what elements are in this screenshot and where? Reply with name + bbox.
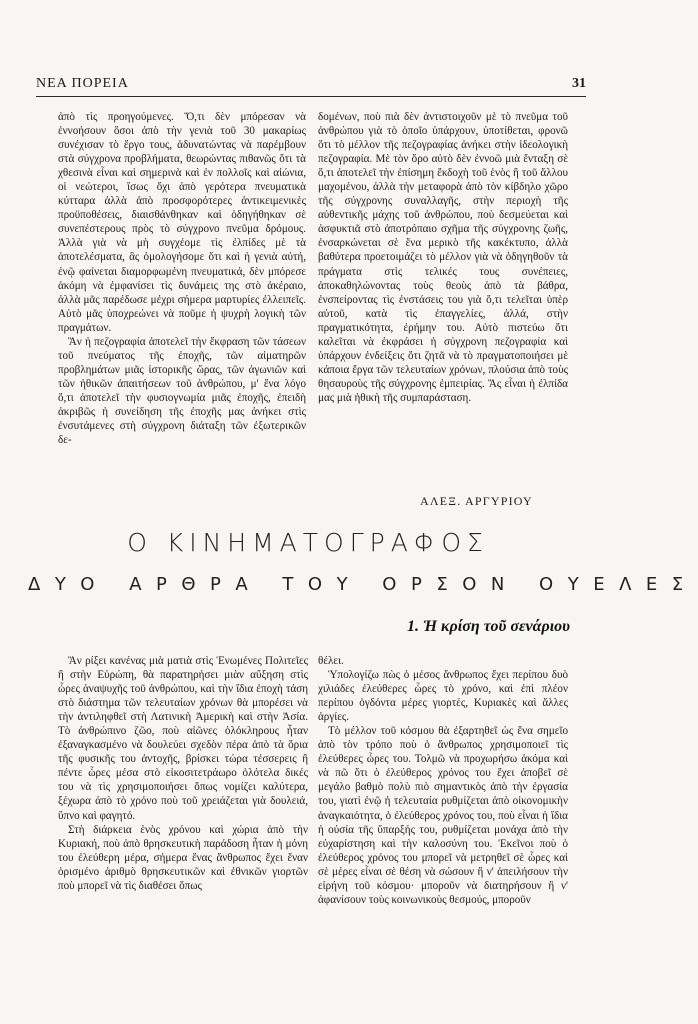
lower-right-column <box>318 654 568 907</box>
running-header <box>36 74 586 97</box>
upper-right-column <box>318 110 568 405</box>
lower-left-column <box>58 654 308 893</box>
section-subtitle: ΔΥΟ ΑΡΘΡΑ ΤΟΥ ΟΡΣΟΝ ΟΥΕΛΕΣ <box>28 574 698 595</box>
section-title: Ο ΚΙΝΗΜΑΤΟΓΡΑΦΟΣ <box>127 528 489 557</box>
paragraph: Ἂν ρίξει κανένας μιὰ ματιὰ στὶς Ἑνωμένες Πολιτεῖες ἢ στὴν Εὐρώπη, θὰ παρατηρήσει μιὰν αὔξηση στὶς ὧρες ἀναψυχῆς τοῦ ἀνθρώπου, καὶ τὴν ἴδια ἐποχὴ τάση στὸ διάστημα τῶν τελευταίων χρόνων θὰ μπορέσει νὰ τὴν ἀντιληφθεῖ στὴ Λατινικὴ Ἀμερικὴ καὶ στὴν Ἀσία. Τὸ ἀνθρώπινο ζῶο, ποὺ αἰῶνες ὁλόκληρους ἦταν ἐξαναγκασμένο νὰ δουλεύει σχεδὸν πέρα ἀπὸ τὰ ὅρια τῆς φυσικῆς του ἀντοχῆς, βρίσκει τώρα τέσσερεις ἢ πέντε ὧρες μέσα στὸ εἰκοσιτετράωρο ὁλότελα δικές του νὰ τὶς χρησιμοποιήσει ὅπως νομίζει καλύτερα, ξέχωρα ἀπὸ τὸ χρόνο ποὺ τοῦ χρειάζεται γιὰ δουλειά, ὕπνο καὶ φαγητό. <box>58 655 308 822</box>
paragraph: δομένων, ποὺ πιὰ δὲν ἀντιστοιχοῦν μὲ τὸ πνεῦμα τοῦ ἀνθρώπου γιὰ τὸ ὁποῖο ὑπάρχουν, ὑποτίθεται, φρονῶ ὅτι τὸ μέλλον τῆς πεζογραφίας ἀνήκει στὴν ἰδεολογικὴ πεζογραφία. Μὲ τὸν ὅρο αὐτὸ δὲν ἐννοῶ μιὰ ἔνταξη σὲ ὅ,τι ἀποτελεῖ τὴν ἐπίσημη ἔκδοχὴ τοῦ ἑνὸς ἢ τοῦ ἄλλου μαχομένου, ἀλλὰ τὴν μεταφορὰ ἀπὸ τὸν κίβδηλο χῶρο τῆς σύγχρονης συναλλαγῆς, στὴν περιοχὴ τῆς αὐθεντικῆς μάχης τοῦ ἀνθρώπου, ποὺ δεσμεύεται καὶ ἀσφυκτιᾶ στὸ ἀποτρόπαιο σχῆμα τῆς σύγχρονης ζωῆς, ἐνσαρκώνεται σὲ ἕνα μερικὸ τῆς κακέκτυπο, ἀλλὰ βαθύτερα προετοιμάζει τὸ μέλλον γιὰ νὰ ὁδηγηθοῦν τὰ πράγματα στὶς τελικές τους συνέπειες, ἀποκαθηλώνοντας τοὺς θεοὺς ἀπὸ τὰ βάθρα, ἐνσπείροντας τὶς ἐνστάσεις του γιὰ ὅ,τι τελεῖται ὑπὲρ αὐτοῦ, κατὰ τὶς ἐπαγγελίες, ἀλλά, στὴν πραγματικότητα, ἐρήμην του. Αὐτὸ πιστεύω ὅτι καλεῖται νὰ ἐκφράσει ἡ σύγχρονη πεζογραφία καὶ ὑπάρχουν ἐνδείξεις ὅτι ζητᾶ νὰ τὸ πραγματοποιήσει μὲ κάποια ἔργα τῶν τελευταίων χρόνων, πλούσια ἀπὸ τοὺς θησαυροὺς τῆς σύγχρονης ἐμπειρίας. Ἂς εἶναι ἡ ἐλπίδα μας μιὰ ἠθικὴ τῆς συμπαράσταση. <box>318 111 568 404</box>
page-number: 31 <box>572 76 586 91</box>
paragraph: Ὑπολογίζω πὼς ὁ μέσος ἄνθρωπος ἔχει περίπου δυὸ χιλιάδες ἐλεύθερες ὧρες τὸ χρόνο, καὶ ἐπὶ πλέον περίπου ὀγδόντα μέρες γιορτές, Κυριακὲς καὶ ἄλλες ἀργίες. <box>318 669 568 724</box>
paragraph: Ἂν ἡ πεζογραφία ἀποτελεῖ τὴν ἔκφραση τῶν τάσεων τοῦ πνεύματος τῆς ἐποχῆς, τῶν αἱματηρῶν προβλημάτων μιᾶς ἱστορικῆς ὥρας, τῶν ἀγωνιῶν καὶ τῶν ἠθικῶν ἀπαιτήσεων τοῦ ἀνθρώπου, μ' ἕνα λόγο ὅ,τι ἀποτελεῖ τὴν φυσιογνωμία μιᾶς ἐποχῆς, ἐπειδὴ ἀκριβῶς ἡ συνείδηση τῆς ἐποχῆς μας ἀνήκει στὶς ἐνσυτάμενες στὴ σύγχρονη διάταξη τῶν ἐξωτερικῶν δε- <box>58 335 306 447</box>
paragraph: Τὸ μέλλον τοῦ κόσμου θὰ ἐξαρτηθεῖ ὡς ἕνα σημεῖο ἀπὸ τὸν τρόπο ποὺ ὁ ἄνθρωπος χρησιμοποιεῖ τὶς ἐλεύθερες ὧρες του. Τολμῶ νὰ προχωρήσω ἀκόμα καὶ νὰ πῶ ὅτι ὁ ἐλεύθερος χρόνος του ἔχει ἀποβεῖ σὲ μεγάλο βαθμὸ πολὺ πιὸ σημαντικὸς ἀπὸ τὴν ἐργασία του, γιατὶ ἐνῷ ἡ τελευταία ρυθμίζεται ἀπὸ οἰκονομικὴν ἀναγκαιότητα, ὁ ἐλεύθερος χρόνος του, ποὺ εἶναι ἡ ἴδια ἡ οὐσία τῆς ὕπαρξής του, ρυθμίζεται μονάχα ἀπὸ τὴν εὐχαρίστηση καὶ τὴν καλοσύνη του. Ἐκεῖνοι ποὺ ὁ ἐλεύθερος χρόνος του μπορεῖ νὰ μετρηθεῖ σὲ ὧρες καὶ σὲ μέρες εἶναι σὲ θέση νὰ σώσουν ἢ ν' ἀπειλήσουν τὴν εἰρήνη τοῦ κόσμου· μποροῦν νὰ διατηρήσουν ἢ ν' ἀφανίσουν τοὺς κοινωνικοὺς θεσμούς, μποροῦν <box>318 725 568 906</box>
journal-title: ΝΕΑ ΠΟΡΕΙΑ <box>36 76 129 91</box>
author-signature: ΑΛΕΞ. ΑΡΓΥΡΙΟΥ <box>420 494 533 508</box>
paragraph: ἀπὸ τὶς προηγούμενες. Ὅ,τι δὲν μπόρεσαν νὰ ἐννοήσουν ὅσοι ἀπὸ τὴν γενιὰ τοῦ 30 μακαρίως συνέχισαν τὸ ἔργο τους, ἀδυνατώντας νὰ παρέμβουν στὰ σύγχρονα προβλήματα, θεωρώντας πιθανῶς ὅτι τὰ χθεσινὰ εἶναι καὶ σημερινὰ καὶ ἐν πολλοῖς καὶ αἰώνια, οἱ νεώτεροι, ἴσως ὄχι ἀπὸ γερότερα πνευματικὰ κύτταρα ἀλλὰ ἀπὸ προσφορότερες ἀντικειμενικὲς προϋποθέσεις, διαισθάνθηκαν καὶ ὁδηγήθηκαν σὲ συνεπέστερους πρὸς τὸ σύγχρονο πνεῦμα δρόμους. Ἀλλὰ γιὰ νὰ μὴ συγχέομε τὶς ἐλπίδες μὲ τὰ ἀποτελέσματα, ἂς ὁμολογήσομε ὅτι καὶ ἡ γενιὰ αὐτή, ἐνῷ φαίνεται διαμορφωμένη πνευματικά, δὲν μπόρεσε ἀκόμη νὰ ἐμφανίσει τὶς δυνάμεις της στὸ ἀκέραιο, ἀλλὰ μᾶς παρέδωσε μέχρι σήμερα μαρτυρίες ἐλλειπεῖς. Αὐτὸ μᾶς ὑποχρεώνει νὰ ποῦμε ἡ ψυχρὴ λογικὴ τῶν πραγμάτων. <box>58 111 306 334</box>
article-heading: 1. Ἡ κρίση τοῦ σενάριου <box>407 618 570 635</box>
paragraph: θέλει. <box>318 655 344 667</box>
paragraph: Στὴ διάρκεια ἑνὸς χρόνου καὶ χώρια ἀπὸ τὴν Κυριακή, ποὺ ἀπὸ θρησκευτικὴ παράδοση ἦταν ἡ μόνη του ἐλεύθερη μέρα, σήμερα ἕνας ἄνθρωπος ἔχει ἕναν ὁρισμένο ἀριθμὸ θρησκευτικῶν καὶ ἐθνικῶν γιορτῶν ποὺ μπορεῖ νὰ τὶς διαθέσει ὅπως <box>58 823 308 892</box>
upper-left-column <box>58 110 306 447</box>
